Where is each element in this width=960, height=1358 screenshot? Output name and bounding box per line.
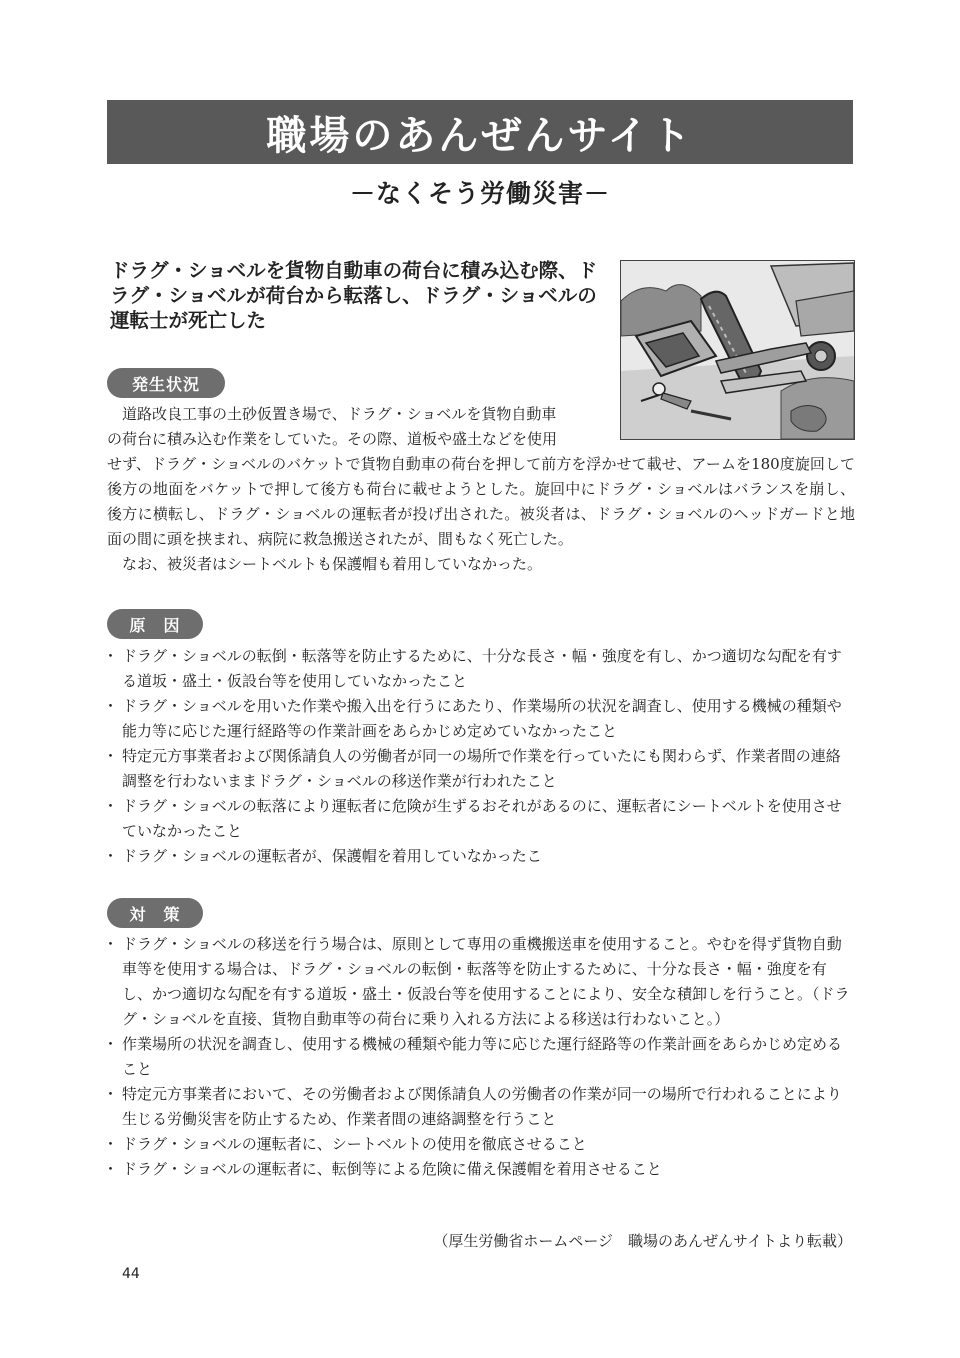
list-item: ・ 特定元方事業者において、その労働者および関係請負人の労働者の作業が同一の場所で行われることにより生じる労働災害を防止するため、作業者間の連絡調整を行うこと: [107, 1082, 855, 1132]
page-number: 44: [122, 1266, 140, 1282]
page-title: 職場のあんぜんサイト: [266, 112, 694, 159]
occurrence-text-note: なお、被災者はシートベルトも保護帽も着用していなかった。: [122, 555, 543, 573]
accident-headline: ドラグ・ショベルを貨物自動車の荷台に積み込む際、ドラグ・ショベルが荷台から転落し、ドラグ・ショベルの運転士が死亡した: [110, 259, 598, 332]
cause-section-label: 原 因: [107, 609, 203, 639]
excavator-accident-illustration: [620, 260, 855, 440]
cause-list: [107, 644, 855, 869]
occurrence-text-line2: の荷台に積み込む作業をしていた。その際、道板や盛土などを使用: [107, 430, 558, 448]
list-item: ・ ドラグ・ショベルを用いた作業や搬入出を行うにあたり、作業場所の状況を調査し、使用する機械の種類や能力等に応じた運行経路等の作業計画をあらかじめ定めていなかったこと: [107, 694, 855, 744]
list-item: ・ ドラグ・ショベルの転倒・転落等を防止するために、十分な長さ・幅・強度を有し、かつ適切な勾配を有する道坂・盛土・仮設台等を使用していなかったこと: [107, 644, 855, 694]
page-subtitle: －なくそう労働災害－: [349, 179, 610, 208]
list-item: ・ ドラグ・ショベルの運転者が、保護帽を着用していなかったこ: [107, 844, 855, 869]
list-item: ・ ドラグ・ショベルの運転者に、シートベルトの使用を徹底させること: [107, 1132, 855, 1157]
list-item: ・ ドラグ・ショベルの運転者に、転倒等による危険に備え保護帽を着用させること: [107, 1157, 855, 1182]
occurrence-section-label: 発生状況: [107, 368, 225, 398]
excavator-illustration-icon: [621, 261, 854, 439]
title-banner: [107, 100, 853, 164]
source-credit: （厚生労働省ホームページ 職場のあんぜんサイトより転載）: [433, 1232, 852, 1250]
countermeasure-section-label: 対 策: [107, 898, 203, 928]
countermeasure-list: [107, 932, 855, 1182]
list-item: ・ ドラグ・ショベルの転落により運転者に危険が生ずるおそれがあるのに、運転者にシートベルトを使用させていなかったこと: [107, 794, 855, 844]
list-item: ・ 作業場所の状況を調査し、使用する機械の種類や能力等に応じた運行経路等の作業計画をあらかじめ定めること: [107, 1032, 855, 1082]
occurrence-text-body: せず、ドラグ・ショベルのバケットで貨物自動車の荷台を押して前方を浮かせて載せ、アームを180度旋回して後方の地面をバケットで押して後方も荷台に載せようとした。旋回中にドラグ・ショベルはバランスを崩し、後方に横転し、ドラグ・ショベルの運転者が投げ出された。被災者は、ドラグ・ショベルのヘッドガードと地面の間に頭を挟まれ、病院に救急搬送されたが、間もなく死亡した。: [107, 455, 855, 548]
occurrence-text-line1: 道路改良工事の土砂仮置き場で、ドラグ・ショベルを貨物自動車: [122, 405, 557, 423]
list-item: ・ ドラグ・ショベルの移送を行う場合は、原則として専用の重機搬送車を使用すること。やむを得ず貨物自動車等を使用する場合は、ドラグ・ショベルの転倒・転落等を防止するために、十分な長さ・幅・強度を有し、かつ適切な勾配を有する道坂・盛土・仮設台等を使用することにより、安全な積卸しを行うこと。（ドラグ・ショベルを直接、貨物自動車等の荷台に乗り入れる方法による移送は行わないこと。）: [107, 932, 855, 1032]
list-item: ・ 特定元方事業者および関係請負人の労働者が同一の場所で作業を行っていたにも関わらず、作業者間の連絡調整を行わないままドラグ・ショベルの移送作業が行われたこと: [107, 744, 855, 794]
